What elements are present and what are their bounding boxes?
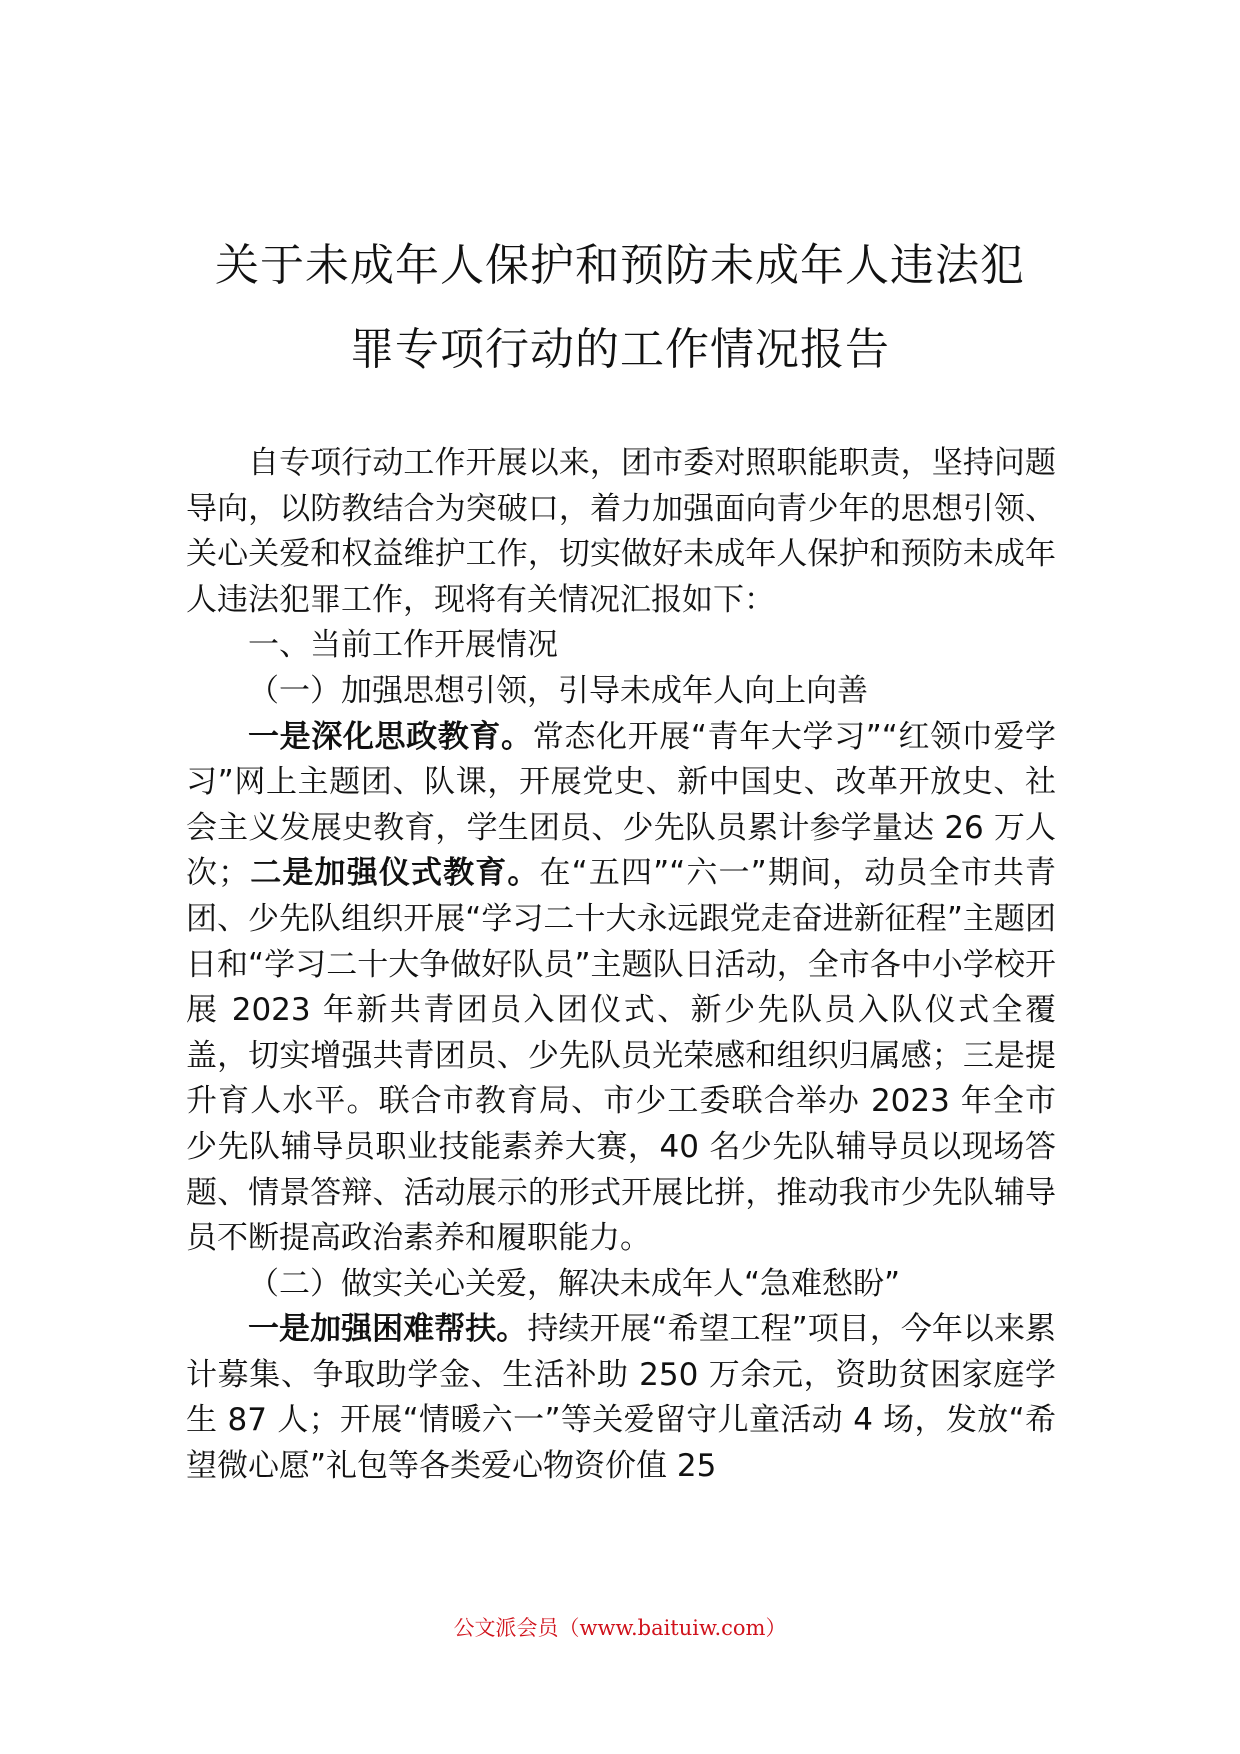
document-body [186, 441, 1056, 1490]
document-title-line-1: 关于未成年人保护和预防未成年人违法犯 [215, 240, 1025, 291]
inline-heading: 二是加强仪式教育。 [249, 855, 540, 892]
document-title-line-2: 罪专项行动的工作情况报告 [350, 324, 890, 375]
subsection-heading-2: （二）做实关心关爱，解决未成年人“急难愁盼” [248, 1265, 901, 1302]
subsection-2-paragraph [186, 1307, 1056, 1489]
subsection-1-paragraph [186, 715, 1056, 1262]
paragraph-text: 持续开展“希望工程”项目，今年以来累计募集、争取助学金、生活补助 250 万余元，资助贫困家庭学生 87 人；开展“情暖六一”等关爱留守儿童活动 4 场，发放“希望微心愿”礼包等各类爱心物资价值 25 [186, 1311, 1057, 1485]
paragraph-text: 在“五四”“六一”期间，动员全市共青团、少先队组织开展“学习二十大永远跟党走奋进新征程”主题团日和“学习二十大争做好队员”主题队日活动，全市各中小学校开展 2023 年新共青团员入团仪式、新少先队员入队仪式全覆盖，切实增强共青团员、少先队员光荣感和组织归属感；三是提升育人水平。联合市教育局、市少工委联合举办 2023 年全市少先队辅导员职业技能素养大赛，40 名少先队辅导员以现场答题、情景答辩、活动展示的形式开展比拼，推动我市少先队辅导员不断提高政治素养和履职能力。 [186, 855, 1056, 1257]
intro-paragraph: 自专项行动工作开展以来，团市委对照职能职责，坚持问题导向，以防教结合为突破口，着力加强面向青少年的思想引领、关心关爱和权益维护工作，切实做好未成年人保护和预防未成年人违法犯罪工作，现将有关情况汇报如下： [186, 445, 1056, 618]
section-heading: 一、当前工作开展情况 [248, 627, 558, 664]
inline-heading: 一是加强困难帮扶。 [248, 1311, 528, 1348]
footer-watermark: 公文派会员（www.baituiw.com） [453, 1616, 787, 1640]
inline-heading: 一是深化思政教育。 [248, 718, 533, 755]
paragraph-text: 常态化开展“青年大学习”“红领巾爱学习”网上主题团、队课，开展党史、新中国史、改革开放史、社会主义发展史教育，学生团员、少先队员累计参学量达 26 万人次； [186, 718, 1057, 892]
subsection-heading-1: （一）加强思想引领，引导未成年人向上向善 [248, 672, 868, 709]
